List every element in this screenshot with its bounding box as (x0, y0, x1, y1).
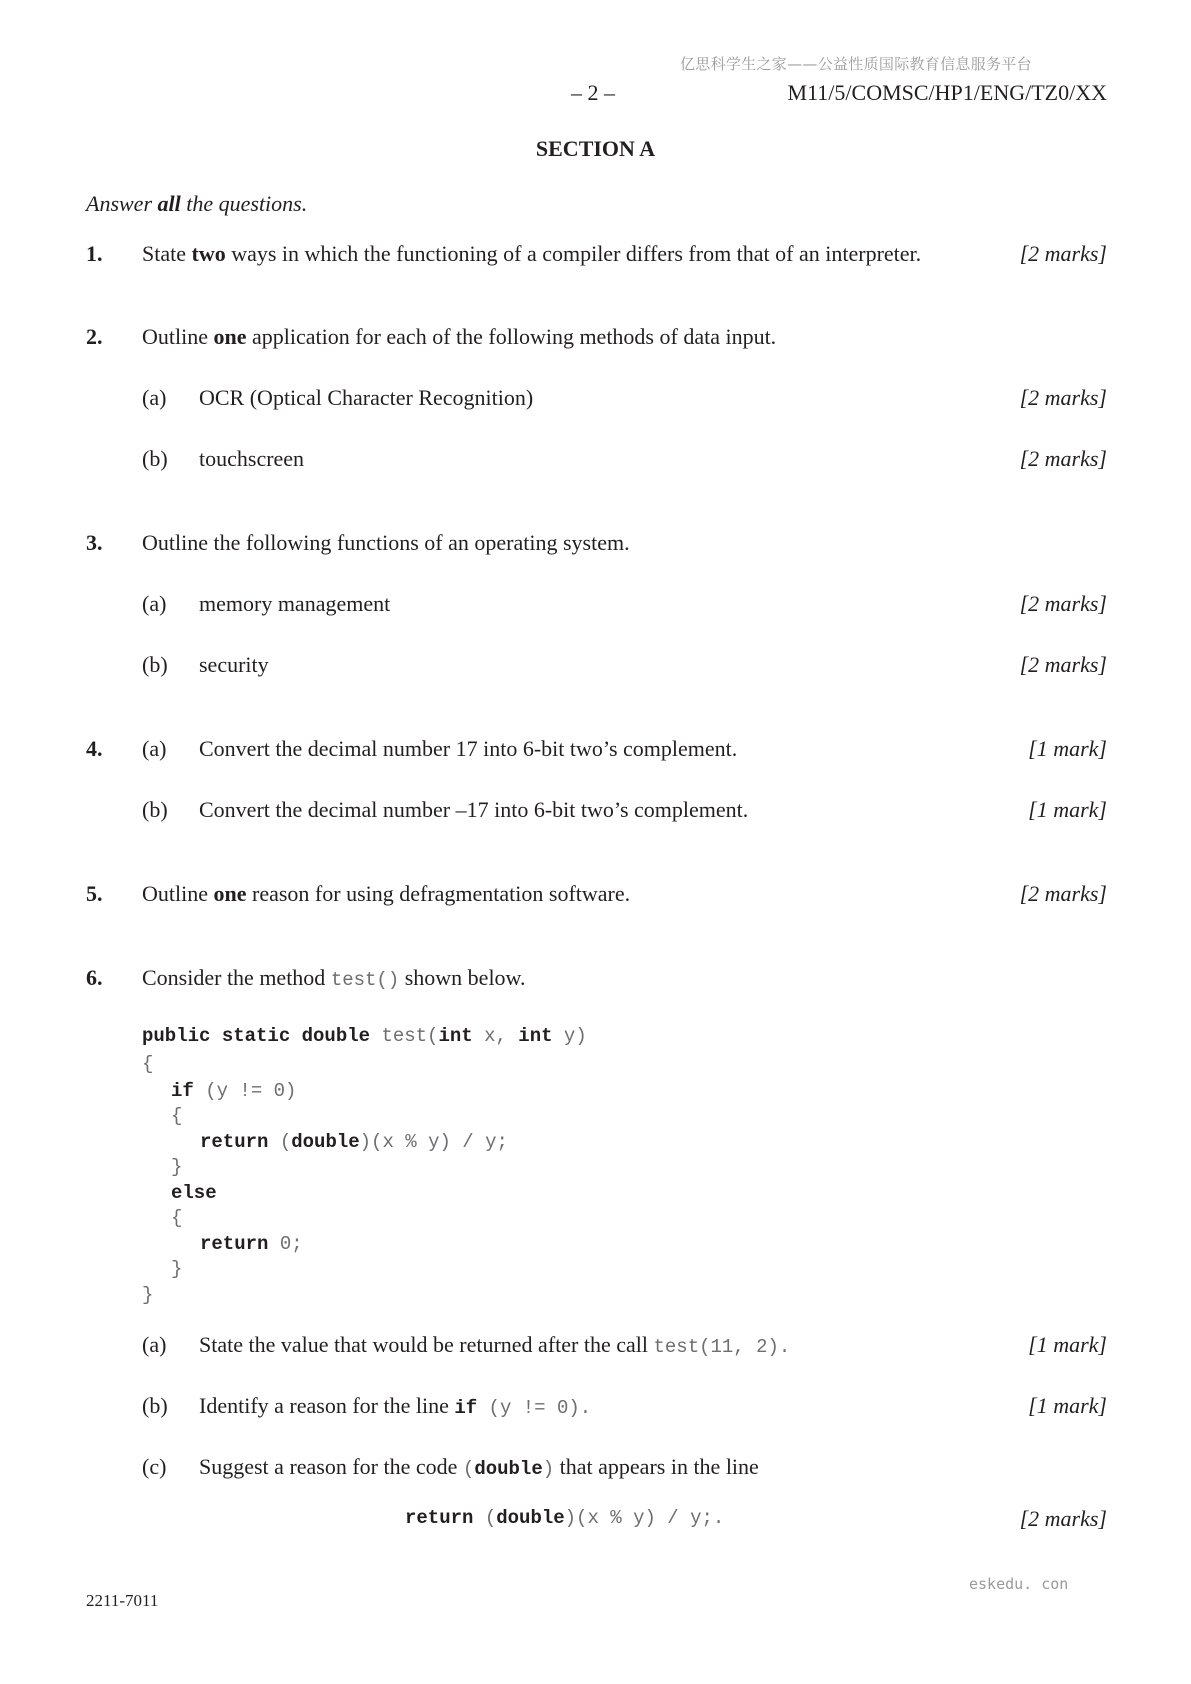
code-text: ( (268, 1131, 292, 1153)
code-text: )(x % y) / y;. (564, 1507, 725, 1529)
question-3a-marks: [2 marks] (1019, 591, 1107, 616)
question-6-text (142, 965, 526, 991)
question-4b-text: Convert the decimal number –17 into 6-bit two’s complement. (199, 797, 749, 822)
question-6a-letter: (a) (142, 1332, 167, 1357)
code-text: test( (370, 1025, 439, 1047)
question-2-number: 2. (86, 324, 103, 349)
code-text: y) (552, 1025, 587, 1047)
q6a-pre: State the value that would be returned after the call (199, 1332, 654, 1357)
question-3b-text: security (199, 652, 269, 677)
question-1-text (142, 241, 921, 267)
question-6-number: 6. (86, 965, 103, 990)
q6a-code: test(11, 2). (653, 1336, 791, 1358)
code-text: 0; (268, 1233, 303, 1255)
q5-bold: one (213, 881, 247, 906)
question-3a-text: memory management (199, 591, 391, 616)
question-6a-text (199, 1332, 790, 1358)
question-4a-text: Convert the decimal number 17 into 6-bit two’s complement. (199, 736, 738, 761)
question-3-number: 3. (86, 530, 103, 555)
code-line-11: } (142, 1284, 154, 1306)
code-kw: else (171, 1182, 217, 1204)
code-text: ( (473, 1507, 497, 1529)
watermark-footer: eskedu. con (969, 1575, 1069, 1593)
question-2a-text: OCR (Optical Character Recognition) (199, 385, 534, 410)
code-kw: if (171, 1080, 194, 1102)
question-4b-letter: (b) (142, 797, 168, 822)
q6c-pre: Suggest a reason for the code (199, 1454, 463, 1479)
q6-post: shown below. (399, 965, 526, 990)
page-number: – 2 – (571, 80, 615, 105)
q6c-code-kw: double (474, 1458, 543, 1480)
question-1-marks: [2 marks] (1019, 241, 1107, 266)
code-kw: double (291, 1131, 360, 1153)
code-line-2: { (142, 1053, 154, 1075)
question-6b-text (199, 1393, 591, 1419)
watermark-header: 亿思科学生之家——公益性质国际教育信息服务平台 (680, 55, 1032, 73)
q6-pre: Consider the method (142, 965, 331, 990)
question-6a-marks: [1 mark] (1028, 1332, 1107, 1357)
paper-code: M11/5/COMSC/HP1/ENG/TZ0/XX (787, 80, 1107, 105)
q2-bold: one (213, 324, 247, 349)
instruction-pre: Answer (86, 191, 158, 216)
question-2b-text: touchscreen (199, 446, 305, 471)
q6c-code-open: ( (462, 1458, 475, 1480)
question-6b-letter: (b) (142, 1393, 168, 1418)
section-title: SECTION A (535, 136, 656, 161)
code-line-8: { (171, 1207, 183, 1229)
question-5-number: 5. (86, 881, 103, 906)
code-line-3 (171, 1080, 296, 1102)
question-2a-letter: (a) (142, 385, 167, 410)
question-4b-marks: [1 mark] (1028, 797, 1107, 822)
code-line-9 (200, 1233, 303, 1255)
code-kw: return (405, 1507, 474, 1529)
code-kw: return (200, 1233, 269, 1255)
code-kw: int (438, 1025, 473, 1047)
q2-post: application for each of the following methods of data input. (246, 324, 777, 349)
instruction-post: the questions. (180, 191, 308, 216)
question-6c-code-line (405, 1507, 724, 1529)
question-6c-marks: [2 marks] (1019, 1506, 1107, 1531)
code-line-6: } (171, 1156, 183, 1178)
question-5-marks: [2 marks] (1019, 881, 1107, 906)
q6c-code-close: ) (542, 1458, 555, 1480)
q6b-code: (y != 0). (477, 1397, 592, 1419)
question-4a-marks: [1 mark] (1028, 736, 1107, 761)
code-text: )(x % y) / y; (359, 1131, 508, 1153)
question-5-text (142, 881, 630, 907)
q6b-pre: Identify a reason for the line (199, 1393, 455, 1418)
question-1-number: 1. (86, 241, 103, 266)
code-line-4: { (171, 1105, 183, 1127)
question-3a-letter: (a) (142, 591, 167, 616)
code-line-7 (171, 1182, 217, 1204)
code-line-10: } (171, 1258, 183, 1280)
footer-code: 2211-7011 (86, 1591, 159, 1610)
question-2a-marks: [2 marks] (1019, 385, 1107, 410)
code-line-1 (142, 1025, 587, 1047)
q1-bold: two (191, 241, 226, 266)
q6b-code-kw: if (454, 1397, 478, 1419)
instruction (86, 191, 307, 217)
code-text: (y != 0) (193, 1080, 297, 1102)
question-2-text (142, 324, 776, 350)
q1-pre: State (142, 241, 192, 266)
question-3b-letter: (b) (142, 652, 168, 677)
q5-post: reason for using defragmentation software. (246, 881, 631, 906)
question-4a-letter: (a) (142, 736, 167, 761)
q6-method-code: test() (330, 969, 400, 991)
code-kw: public static double (142, 1025, 371, 1047)
question-6c-text (199, 1454, 759, 1480)
code-kw: double (496, 1507, 565, 1529)
code-kw: return (200, 1131, 269, 1153)
question-3-text: Outline the following functions of an operating system. (142, 530, 630, 555)
q6c-post: that appears in the line (554, 1454, 759, 1479)
q5-pre: Outline (142, 881, 214, 906)
code-text: x, (472, 1025, 519, 1047)
question-6c-letter: (c) (142, 1454, 167, 1479)
instruction-bold: all (157, 191, 181, 216)
q1-post: ways in which the functioning of a compiler differs from that of an interpreter. (225, 241, 922, 266)
question-4-number: 4. (86, 736, 103, 761)
question-3b-marks: [2 marks] (1019, 652, 1107, 677)
code-kw: int (518, 1025, 553, 1047)
question-2b-marks: [2 marks] (1019, 446, 1107, 471)
code-line-5 (200, 1131, 508, 1153)
question-2b-letter: (b) (142, 446, 168, 471)
q2-pre: Outline (142, 324, 214, 349)
question-6b-marks: [1 mark] (1028, 1393, 1107, 1418)
